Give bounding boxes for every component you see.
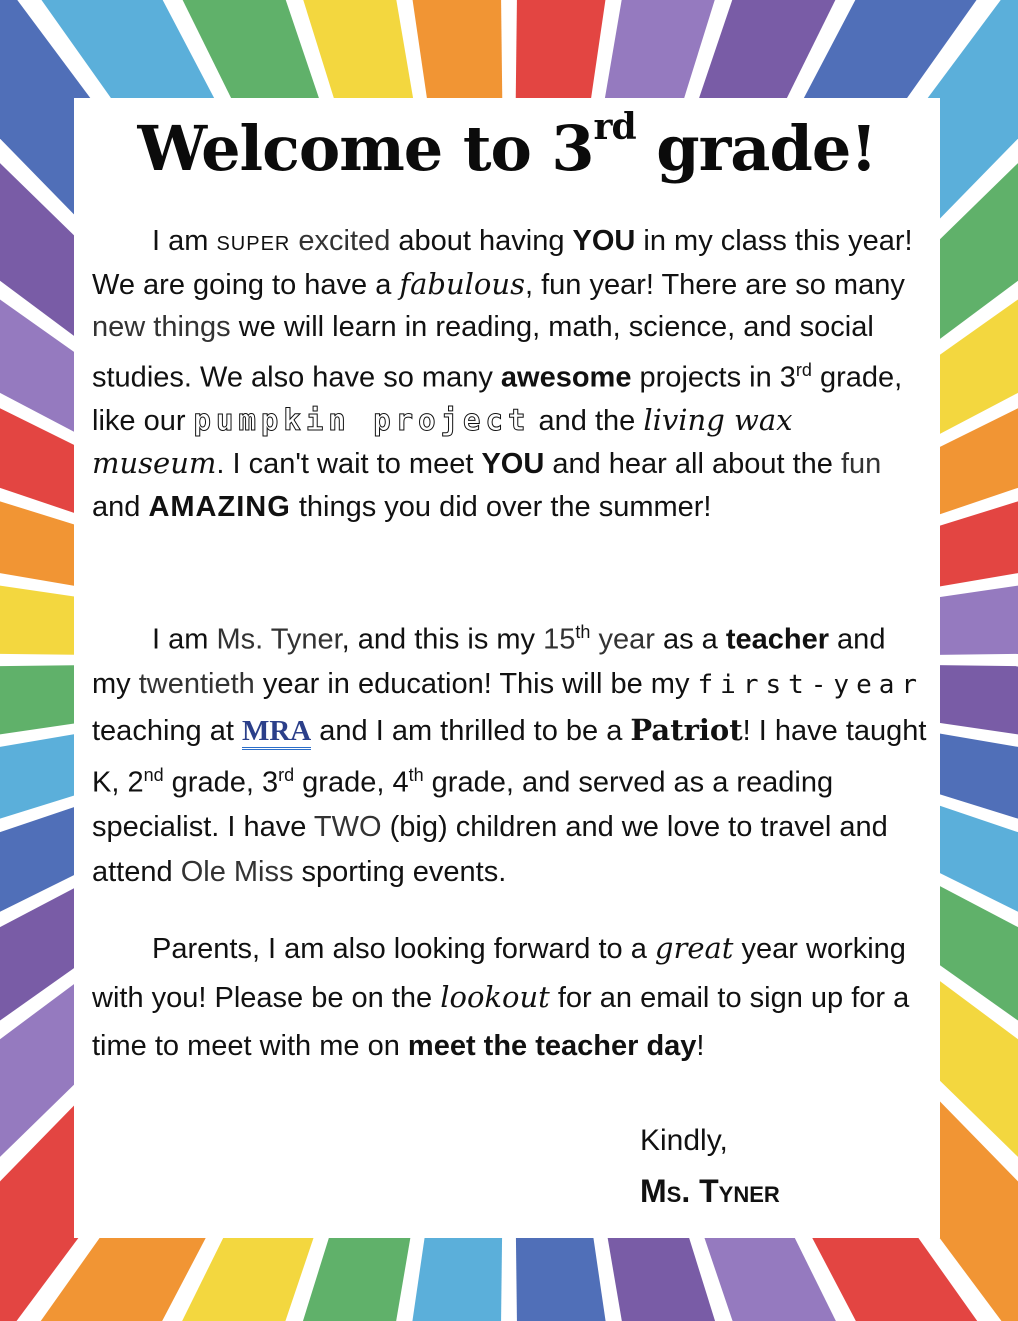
parents-paragraph: Parents, I am also looking forward to a great year working with you! Please be on the lookout for an email to sign up for a time to meet with me on meet the teacher day! bbox=[92, 931, 910, 1062]
closing-block bbox=[640, 1116, 780, 1216]
letter-panel bbox=[74, 98, 940, 1238]
signature: Ms. Tyner bbox=[640, 1173, 780, 1209]
about-paragraph: I am Ms. Tyner, and this is my 15th year as a teacher and my twentieth year in education! This will be my first-year teaching at MRA and I am thrilled to be a Patriot! I have taught K, 2nd grade, 3rd grade, 4th grade, and served as a reading specialist. I have TWO (big) children and we love to travel and attend Ole Miss sporting events. bbox=[92, 622, 927, 888]
closing-line: Kindly, bbox=[640, 1124, 728, 1157]
page-title: Welcome to 3rd grade! bbox=[137, 106, 877, 185]
intro-paragraph: I am super excited about having YOU in my class this year! We are going to have a fabulous, fun year! There are so many new things we will learn in reading, math, science, and social studies. We also have so many awesome projects in 3rd grade, like our pumpkin project and the living wax museum. I can't wait to meet YOU and hear all about the fun and AMAZING things you did over the summer! bbox=[92, 225, 913, 523]
